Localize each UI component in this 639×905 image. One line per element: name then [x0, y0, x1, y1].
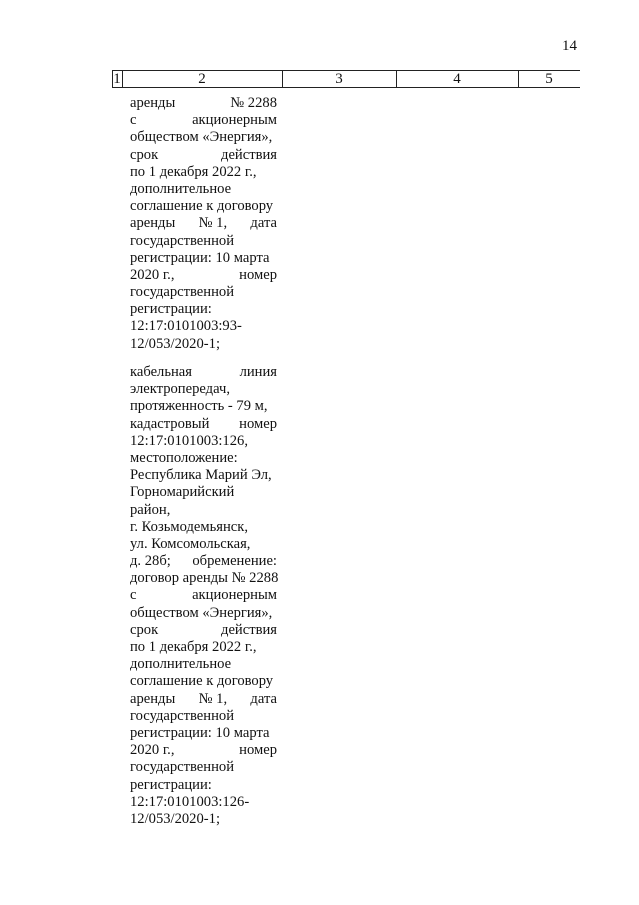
- text-line: 12:17:0101003:126,: [130, 432, 248, 449]
- text-line: район,: [130, 501, 171, 518]
- text-line: соглашение к договору: [130, 198, 274, 215]
- text-line: г. Козьмодемьянск,: [130, 518, 249, 535]
- text-line: договор аренды № 2288: [130, 570, 279, 587]
- text-line: срок действия: [130, 146, 277, 163]
- text-line: дополнительное: [130, 180, 232, 197]
- text-line: государственной: [130, 232, 235, 249]
- text-line: кадастровый номер: [130, 415, 277, 432]
- text-line: регистрации: 10 марта: [130, 249, 270, 266]
- property-description-block: [130, 364, 277, 828]
- text-line: дополнительное: [130, 656, 232, 673]
- text-line: электропередач,: [130, 381, 230, 398]
- text-line: протяженность - 79 м,: [130, 398, 268, 415]
- page-number: 14: [562, 38, 577, 54]
- text-line: 12:17:0101003:126-: [130, 793, 250, 810]
- property-description-block: [130, 95, 277, 353]
- text-line: государственной: [130, 707, 235, 724]
- text-line: кабельная линия: [130, 364, 277, 380]
- text-line: регистрации:: [130, 301, 212, 318]
- table-column-header-row: [112, 70, 580, 88]
- column-header-2: 2: [198, 71, 206, 87]
- text-line: 2020 г., номер: [130, 742, 277, 759]
- text-line: 2020 г., номер: [130, 266, 277, 283]
- text-line: по 1 декабря 2022 г.,: [130, 639, 257, 655]
- text-line: регистрации:: [130, 776, 212, 793]
- text-line: обществом «Энергия»,: [130, 604, 273, 621]
- text-line: аренды № 1, дата: [130, 215, 277, 232]
- text-line: обществом «Энергия»,: [130, 129, 273, 146]
- text-line: аренды № 2288: [130, 95, 277, 111]
- text-line: соглашение к договору: [130, 673, 274, 690]
- text-line: местоположение:: [130, 449, 238, 466]
- text-line: с акционерным: [130, 112, 277, 129]
- text-line: 12:17:0101003:93-: [130, 318, 242, 335]
- text-line: с акционерным: [130, 587, 277, 604]
- column-header-3: 3: [335, 71, 343, 87]
- text-line: срок действия: [130, 621, 277, 638]
- text-line: д. 28б; обременение:: [130, 553, 277, 570]
- text-line: государственной: [130, 759, 235, 776]
- column-header-4: 4: [453, 71, 461, 87]
- text-line: ул. Комсомольская,: [130, 535, 251, 552]
- text-line: регистрации: 10 марта: [130, 724, 270, 741]
- text-line: 12/053/2020-1;: [130, 810, 220, 827]
- text-line: государственной: [130, 284, 235, 301]
- text-line: аренды № 1, дата: [130, 690, 277, 707]
- text-line: по 1 декабря 2022 г.,: [130, 163, 257, 180]
- text-line: Республика Марий Эл,: [130, 467, 272, 484]
- column-header-5: 5: [545, 71, 553, 87]
- text-line: Горномарийский: [130, 484, 235, 501]
- column-header-1: 1: [113, 71, 121, 87]
- text-line: 12/053/2020-1;: [130, 335, 220, 352]
